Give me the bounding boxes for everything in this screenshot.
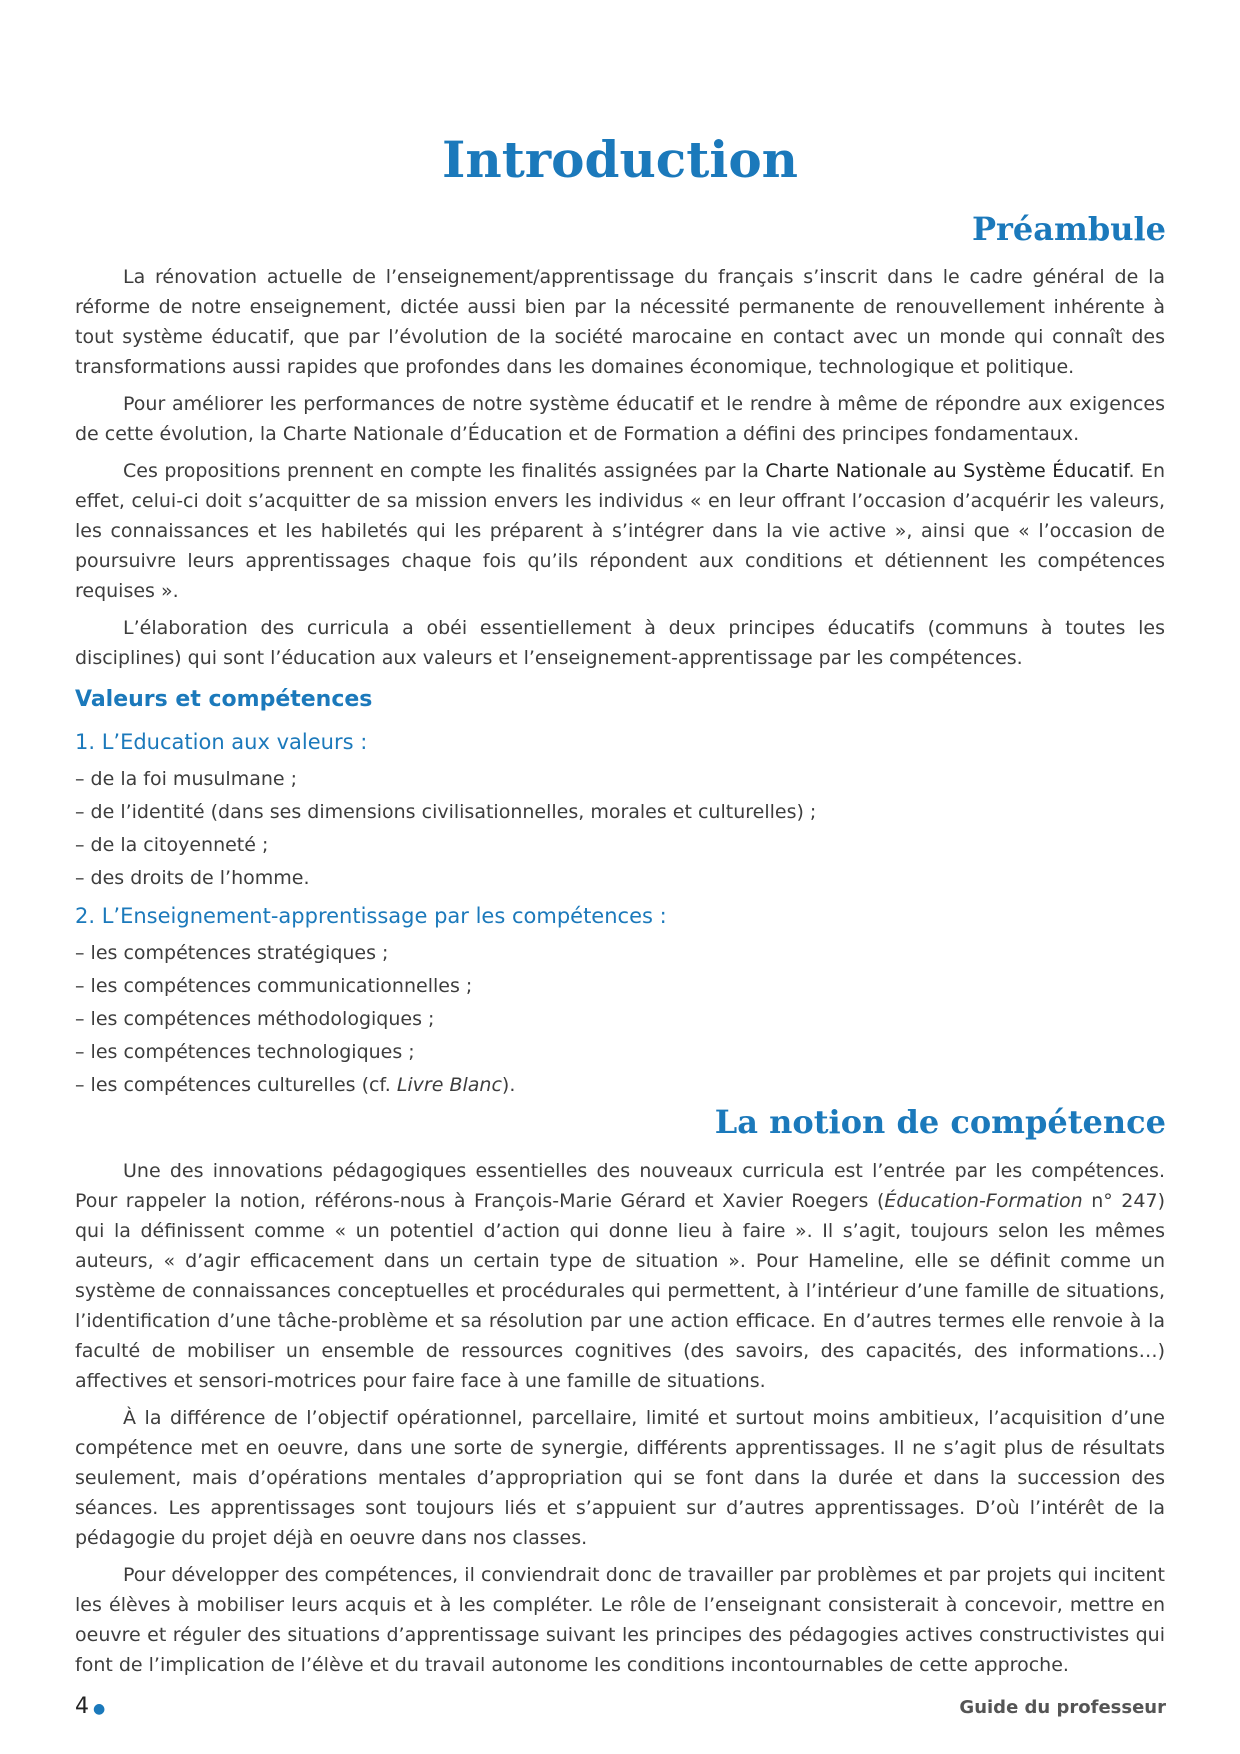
preambule-text [75,262,1165,673]
paragraph: Pour développer des compétences, il conviendrait donc de travailler par problèmes et par projets qui incitent les élèves à mobiliser leurs acquis et à les compléter. Le rôle de l’enseignant consisterait à concevoir, mettre en oeuvre et réguler des situations d’apprentissage suivant les principes des pédagogies actives constructivistes qui font de l’implication de l’élève et du travail autonome les conditions incontournables de cette approche. [75,1564,1165,1676]
valeurs-heading: Valeurs et compétences [75,687,373,712]
livre-blanc-reference: Livre Blanc [396,1074,502,1096]
paragraph: Pour améliorer les performances de notre système éducatif et le rendre à même de répondre aux exigences de cette évolution, la Charte Nationale d’Éducation et de Formation a défini des principes fondamentaux. [75,393,1165,445]
valeurs-subheading-2: 2. L’Enseignement-apprentissage par les compétences : [75,904,667,928]
list-item: – des droits de l’homme. [75,862,816,895]
valeurs-subheading-1: 1. L’Education aux valeurs : [75,730,368,754]
charte-reference: Charte Nationale au Système Éducatif [765,460,1129,482]
paragraph: L’élaboration des curricula a obéi essentiellement à deux principes éducatifs (communs à toutes les disciplines) qui sont l’éducation aux valeurs et l’enseignement-apprentissage par les compétences. [75,617,1165,669]
list-item: – de l’identité (dans ses dimensions civilisationnelles, morales et culturelles) ; [75,796,816,829]
preambule-heading: Préambule [971,210,1166,248]
list-item: – les compétences stratégiques ; [75,937,515,970]
paragraph: La rénovation actuelle de l’enseignement/apprentissage du français s’inscrit dans le cadre général de la réforme de notre enseignement, dictée aussi bien par la nécessité permanente de renouvellement inhérente à tout système éducatif, que par l’évolution de la société marocaine en contact avec un monde qui connaît des transformations aussi rapides que profondes dans les domaines économique, technologique et politique. [75,266,1165,378]
bullet-icon: ● [93,1701,106,1717]
list-item: – de la citoyenneté ; [75,829,816,862]
page-number: 4 ● [75,1694,106,1719]
page-title: Introduction [441,130,799,189]
paragraph: Ces propositions prennent en compte les finalités assignées par la Charte Nationale au Système Éducatif. En effet, celui-ci doit s’acquitter de sa mission envers les individus « en leur offrant l’occasion d’acquérir les valeurs, les connaissances et les habiletés qui les préparent à s’intégrer dans la vie active », ainsi que « l’occasion de poursuivre leurs apprentissages chaque fois qu’ils répondent aux conditions et détiennent les compétences requises ». [75,460,1165,602]
paragraph: Une des innovations pédagogiques essentielles des nouveaux curricula est l’entrée par les compétences. Pour rappeler la notion, référons-nous à François-Marie Gérard et Xavier Roegers (Éducation-Formation n° 247) qui la définissent comme « un potentiel d’action qui donne lieu à faire ». Il s’agit, toujours selon les mêmes auteurs, « d’agir efficacement dans un certain type de situation ». Pour Hameline, elle se définit comme un système de connaissances conceptuelles et procédurales qui permettent, à l’intérieur d’une famille de situations, l’identification d’une tâche-problème et sa résolution par une action efficace. En d’autres termes elle renvoie à la faculté de mobiliser un ensemble de ressources cognitives (des savoirs, des capacités, des informations…) affectives et sensori-motrices pour faire face à une famille de situations. [75,1160,1165,1392]
list-item: – de la foi musulmane ; [75,763,816,796]
revue-reference: Éducation-Formation [884,1190,1083,1212]
competences-list [75,937,515,1102]
list-item: – les compétences communicationnelles ; [75,970,515,1003]
paragraph: À la différence de l’objectif opérationnel, parcellaire, limité et surtout moins ambitieux, l’acquisition d’une compétence met en oeuvre, dans une sorte de synergie, différents apprentissages. Il ne s’agit plus de résultats seulement, mais d’opérations mentales d’appropriation qui se font dans la durée et dans la succession des séances. Les apprentissages sont toujours liés et s’appuient sur d’autres apprentissages. D’où l’intérêt de la pédagogie du projet déjà en oeuvre dans nos classes. [75,1407,1165,1549]
footer-title: Guide du professeur [959,1697,1166,1718]
notion-heading: La notion de compétence [714,1103,1166,1141]
valeurs-list [75,763,816,895]
list-item: – les compétences culturelles (cf. Livre Blanc). [75,1069,515,1102]
list-item: – les compétences technologiques ; [75,1036,515,1069]
list-item: – les compétences méthodologiques ; [75,1003,515,1036]
notion-text [75,1156,1165,1680]
